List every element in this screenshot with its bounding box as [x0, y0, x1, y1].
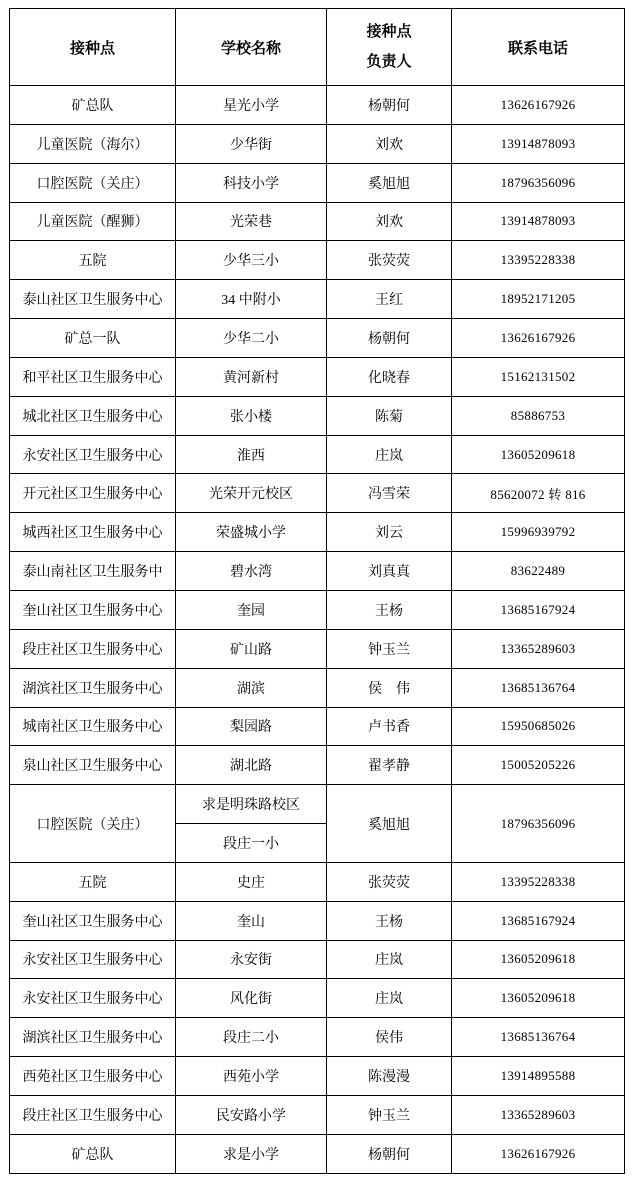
table-row	[10, 629, 625, 668]
cell-phone: 13605209618	[452, 940, 625, 979]
cell-school: 淮西	[176, 435, 327, 474]
table-row	[10, 86, 625, 125]
header-site: 接种点	[10, 9, 176, 86]
cell-school: 奎园	[176, 590, 327, 629]
cell-school: 光荣巷	[176, 202, 327, 241]
cell-phone: 13605209618	[452, 979, 625, 1018]
table-row	[10, 979, 625, 1018]
table-row	[10, 707, 625, 746]
cell-person: 卢书香	[327, 707, 452, 746]
table-row	[10, 785, 625, 824]
cell-person: 陈漫漫	[327, 1057, 452, 1096]
cell-school: 少华三小	[176, 241, 327, 280]
cell-school: 段庄二小	[176, 1018, 327, 1057]
cell-phone: 15950685026	[452, 707, 625, 746]
cell-school: 求是明珠路校区	[176, 785, 327, 824]
cell-phone: 18796356096	[452, 785, 625, 863]
table-row	[10, 1134, 625, 1173]
cell-school: 西苑小学	[176, 1057, 327, 1096]
cell-phone: 18952171205	[452, 280, 625, 319]
cell-phone: 18796356096	[452, 163, 625, 202]
cell-school: 史庄	[176, 862, 327, 901]
table-row	[10, 319, 625, 358]
table-row	[10, 862, 625, 901]
cell-school: 奎山	[176, 901, 327, 940]
cell-site: 城西社区卫生服务中心	[10, 513, 176, 552]
cell-school: 湖滨	[176, 668, 327, 707]
cell-site: 口腔医院（关庄）	[10, 785, 176, 863]
cell-site: 矿总一队	[10, 319, 176, 358]
header-person	[327, 9, 452, 86]
cell-phone: 13365289603	[452, 1095, 625, 1134]
table-body	[10, 86, 625, 1174]
cell-phone: 13685167924	[452, 590, 625, 629]
cell-phone: 13914878093	[452, 202, 625, 241]
cell-person: 刘真真	[327, 552, 452, 591]
cell-site: 开元社区卫生服务中心	[10, 474, 176, 513]
cell-site: 城南社区卫生服务中心	[10, 707, 176, 746]
table-row	[10, 1095, 625, 1134]
cell-school: 34 中附小	[176, 280, 327, 319]
table-row	[10, 357, 625, 396]
cell-site: 五院	[10, 862, 176, 901]
table-row	[10, 474, 625, 513]
cell-school: 湖北路	[176, 746, 327, 785]
cell-phone: 13365289603	[452, 629, 625, 668]
cell-phone: 13395228338	[452, 862, 625, 901]
cell-person: 王杨	[327, 590, 452, 629]
cell-school: 梨园路	[176, 707, 327, 746]
cell-school: 永安街	[176, 940, 327, 979]
cell-site: 奎山社区卫生服务中心	[10, 590, 176, 629]
cell-site: 西苑社区卫生服务中心	[10, 1057, 176, 1096]
cell-phone: 83622489	[452, 552, 625, 591]
cell-person: 王杨	[327, 901, 452, 940]
table-row	[10, 202, 625, 241]
cell-phone: 13626167926	[452, 319, 625, 358]
cell-person: 刘欢	[327, 202, 452, 241]
cell-school: 风化街	[176, 979, 327, 1018]
cell-school: 星光小学	[176, 86, 327, 125]
cell-school: 民安路小学	[176, 1095, 327, 1134]
cell-site: 奎山社区卫生服务中心	[10, 901, 176, 940]
table-row	[10, 940, 625, 979]
cell-site: 城北社区卫生服务中心	[10, 396, 176, 435]
table-row	[10, 513, 625, 552]
cell-school: 矿山路	[176, 629, 327, 668]
cell-site: 儿童医院（海尔）	[10, 124, 176, 163]
cell-site: 泉山社区卫生服务中心	[10, 746, 176, 785]
cell-person: 刘云	[327, 513, 452, 552]
cell-site: 湖滨社区卫生服务中心	[10, 668, 176, 707]
table-row	[10, 746, 625, 785]
cell-person: 奚旭旭	[327, 163, 452, 202]
cell-site: 泰山社区卫生服务中心	[10, 280, 176, 319]
cell-person: 陈菊	[327, 396, 452, 435]
cell-phone: 13685136764	[452, 1018, 625, 1057]
cell-site: 矿总队	[10, 1134, 176, 1173]
cell-phone: 13914878093	[452, 124, 625, 163]
cell-person: 刘欢	[327, 124, 452, 163]
cell-school: 少华二小	[176, 319, 327, 358]
cell-phone: 15005205226	[452, 746, 625, 785]
header-school: 学校名称	[176, 9, 327, 86]
cell-person: 钟玉兰	[327, 1095, 452, 1134]
cell-person: 侯伟	[327, 1018, 452, 1057]
header-person-line1: 接种点	[366, 23, 412, 40]
table-row	[10, 280, 625, 319]
table-row	[10, 1018, 625, 1057]
table-row	[10, 241, 625, 280]
cell-phone: 13605209618	[452, 435, 625, 474]
table-row	[10, 901, 625, 940]
cell-person: 杨朝何	[327, 319, 452, 358]
cell-person: 张荧荧	[327, 862, 452, 901]
cell-phone: 13914895588	[452, 1057, 625, 1096]
cell-person: 杨朝何	[327, 86, 452, 125]
cell-phone: 15996939792	[452, 513, 625, 552]
cell-site: 永安社区卫生服务中心	[10, 979, 176, 1018]
cell-person: 奚旭旭	[327, 785, 452, 863]
cell-site: 五院	[10, 241, 176, 280]
cell-site: 段庄社区卫生服务中心	[10, 1095, 176, 1134]
cell-site: 湖滨社区卫生服务中心	[10, 1018, 176, 1057]
cell-site: 段庄社区卫生服务中心	[10, 629, 176, 668]
cell-phone: 13685167924	[452, 901, 625, 940]
cell-site: 矿总队	[10, 86, 176, 125]
cell-school: 荣盛城小学	[176, 513, 327, 552]
cell-person: 庄岚	[327, 940, 452, 979]
table-header	[10, 9, 625, 86]
cell-phone: 85620072 转 816	[452, 474, 625, 513]
table-row	[10, 668, 625, 707]
cell-site: 永安社区卫生服务中心	[10, 940, 176, 979]
cell-person: 翟孝静	[327, 746, 452, 785]
cell-site: 儿童医院（醒狮）	[10, 202, 176, 241]
table-row	[10, 124, 625, 163]
table-row	[10, 396, 625, 435]
cell-school: 光荣开元校区	[176, 474, 327, 513]
cell-person: 钟玉兰	[327, 629, 452, 668]
cell-school: 求是小学	[176, 1134, 327, 1173]
cell-school: 科技小学	[176, 163, 327, 202]
cell-phone: 13626167926	[452, 86, 625, 125]
cell-person: 庄岚	[327, 979, 452, 1018]
cell-site: 泰山南社区卫生服务中	[10, 552, 176, 591]
cell-school: 黄河新村	[176, 357, 327, 396]
cell-phone: 15162131502	[452, 357, 625, 396]
table-row	[10, 435, 625, 474]
cell-person: 化晓春	[327, 357, 452, 396]
cell-person: 侯 伟	[327, 668, 452, 707]
cell-school: 少华街	[176, 124, 327, 163]
cell-person: 冯雪荣	[327, 474, 452, 513]
cell-site: 和平社区卫生服务中心	[10, 357, 176, 396]
cell-person: 王红	[327, 280, 452, 319]
cell-person: 张荧荧	[327, 241, 452, 280]
header-phone: 联系电话	[452, 9, 625, 86]
table-row	[10, 552, 625, 591]
table-row	[10, 1057, 625, 1096]
cell-site: 永安社区卫生服务中心	[10, 435, 176, 474]
vaccination-sites-table	[9, 8, 625, 1174]
header-person-line2: 负责人	[366, 53, 412, 70]
cell-phone: 13395228338	[452, 241, 625, 280]
cell-site: 口腔医院（关庄）	[10, 163, 176, 202]
table-row	[10, 590, 625, 629]
cell-person: 杨朝何	[327, 1134, 452, 1173]
cell-school: 段庄一小	[176, 824, 327, 863]
cell-phone: 13685136764	[452, 668, 625, 707]
table-row	[10, 163, 625, 202]
cell-phone: 13626167926	[452, 1134, 625, 1173]
cell-person: 庄岚	[327, 435, 452, 474]
cell-school: 碧水湾	[176, 552, 327, 591]
cell-school: 张小楼	[176, 396, 327, 435]
cell-phone: 85886753	[452, 396, 625, 435]
header-row	[10, 9, 625, 86]
